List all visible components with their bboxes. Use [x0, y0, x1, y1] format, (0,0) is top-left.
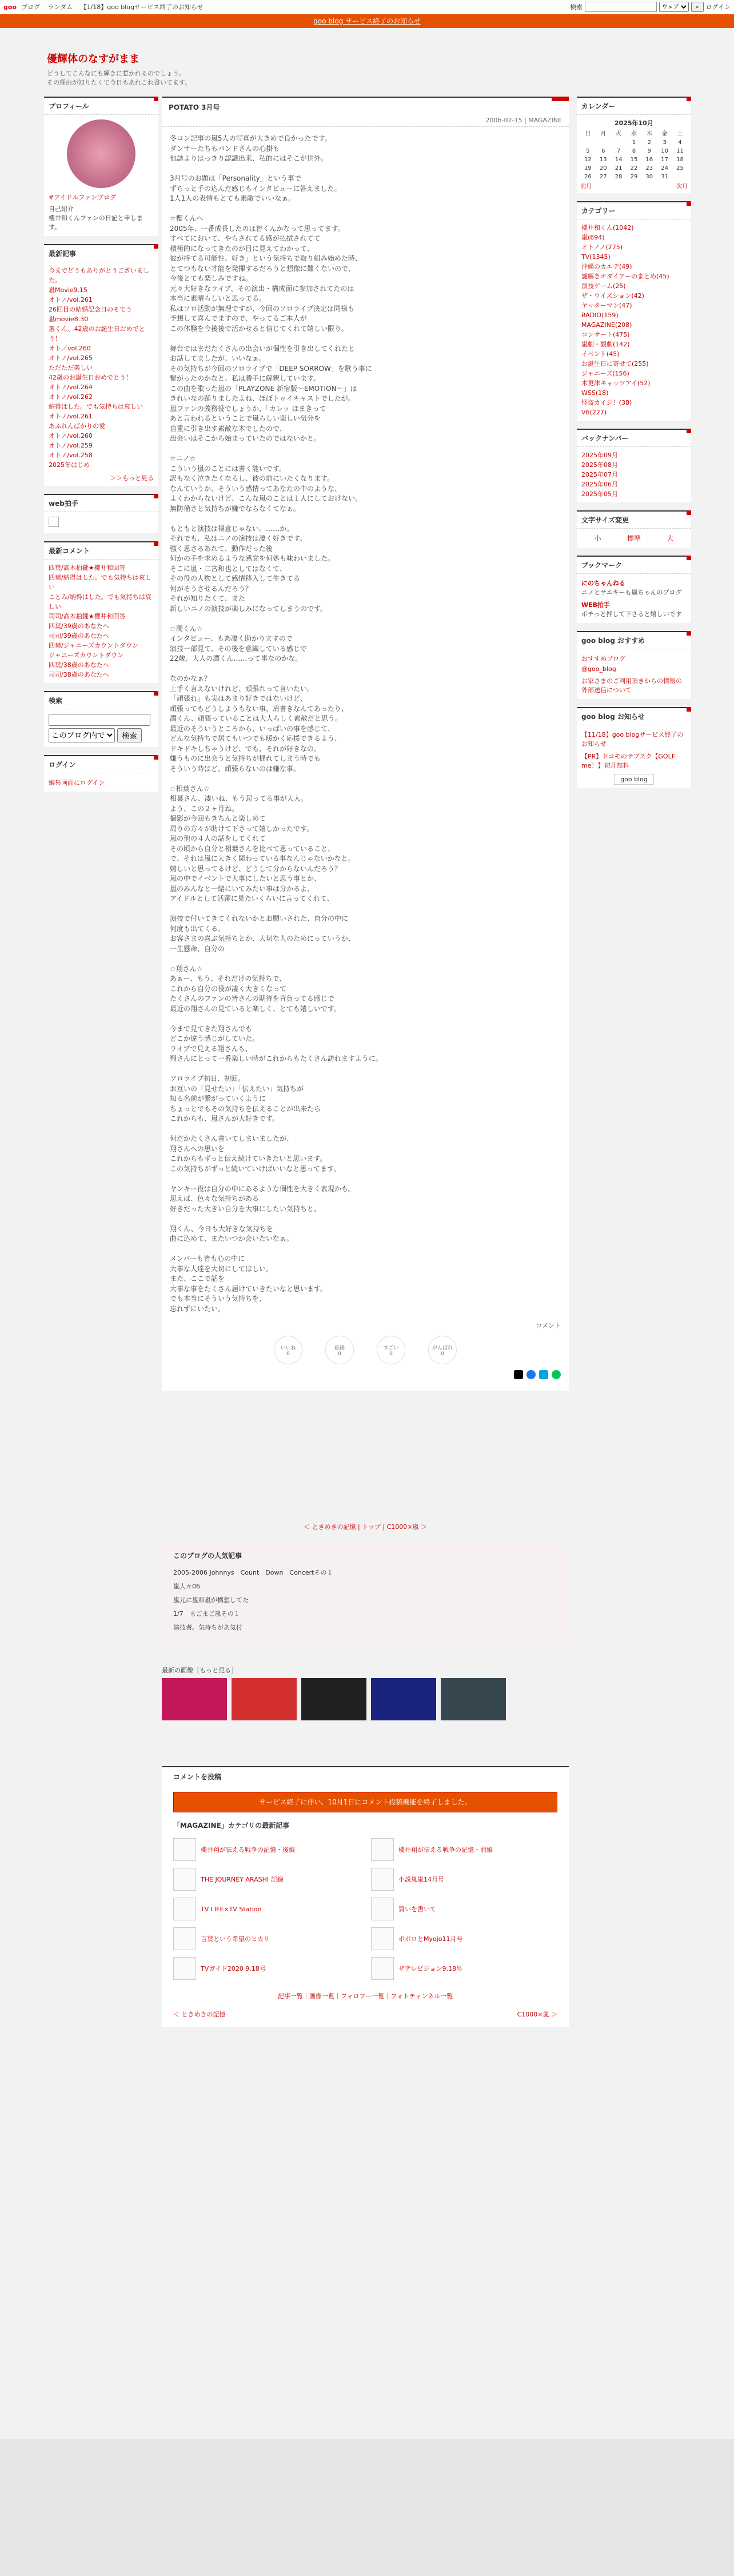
popular-post-item[interactable]: 2005-2006 Johnnys Count Down Concertその１ — [173, 1569, 333, 1576]
calendar-day[interactable]: 6 — [601, 148, 605, 154]
search-box — [44, 691, 158, 747]
blog-title[interactable]: 優輝体のなすがまま — [47, 53, 139, 65]
category-item[interactable]: オトノノ(275) — [581, 243, 623, 251]
recent-posts-box — [44, 244, 158, 486]
recent-posts-title: 最新記事 — [44, 245, 158, 262]
category-item[interactable]: 沖縄のカエデ(49) — [581, 263, 632, 270]
recent-post-item[interactable]: 嵐movie8.30 — [49, 315, 89, 323]
category-article-link[interactable]: THE JOURNEY ARASHI 記録 — [201, 1876, 284, 1883]
category-item[interactable]: WSS(18) — [581, 389, 609, 397]
category-item[interactable]: ザ・ウイズション(42) — [581, 292, 644, 299]
calendar-day[interactable]: 8 — [632, 148, 636, 154]
recent-post-item[interactable]: オトノ/vol.265 — [49, 354, 93, 362]
reaction-count: 0 — [389, 1351, 393, 1357]
topbar-link-blog[interactable]: ブログ — [21, 3, 40, 11]
article-thumb — [371, 1898, 394, 1920]
article-title[interactable]: POTATO 3月号 — [169, 103, 220, 111]
article-body: 冬コン記事の嵐5人の写真が大きめで良かったです。 ダンサーたちもバンドさんの心掛も 他誌よりはっきり認識出来、私的にはそこが世外。 3月号のお題は「Personality」という事で ずらっと手の込んだ感じもインタビューに答えました。 1人1人の表情もとても素敵でいいなぁ。 ☆櫻くんへ 2005年、一番成長したのは智くんかなって思ってます。 すべてにおいて、やらされてる感が払拭されてて 積極的になってきたのが目に見えてわかって、 彼が持てる可能性、好き」という気持ちで取り組み始めた時、 とてつもない才能を発揮するだろうと想像に難くないので、 今後とても楽しみですね。 元々大好きなライブ、その演出・構成面に参加されてたのは 本当に素晴らしいと思ってる。 私はソロ活動が無理ですが、今回のソロライブ決定は同様も 予想して喜んでますので、やってるご本人が この体験を今後後で活かせると信じてくれて嬉しい限り。 舞台ではまだたくさんの出会いが個性を引き出してくれたと お話してましたが、いいなぁ。 その気持ちが今回のソロライブで「DEEP SORROW」を歌う事に 繋がったのかなと、私は勝手に解釈しています。 この曲を歌った嵐の「PLAYZONE 新宿版〜EMOTION〜」は きれいなの踊りましたよね、ほぼトゥイキャストでしたが。 嵐ファンの義務役でしょうか、「カレッ ほまきって あと言われるということで嵐らしい楽しい気分を 自重に引き出す素敵な木でしたので、 出会いはそこから始まっていたのではないかと。 ☆ニノ☆ こういう嵐のことには書く能いです。 訳もなく泣きたくなるし、彼の前にいたくなります。 なんていうか、そういう感情ってあなたの中のような、 よくわからないけど、こんな嵐のことは１人にしておけない。 無防備さと気持ちが嫌でならなくてなぁ。 もともと演技は得意じゃない。……か。 それでも、私はニノの演技は凄く好きです。 強く思さるあれて、動作だった後 何かの手を求めるような感覚を何処も味わいました。 そこに嵐・二宮和也としてはなくて、 その役の人物として感情移入して生きてる 何がそうさせるんだろう？ それが知りたくて、また 新しいニノの演技が楽しみになってしまうのです。 ☆潤くん☆ インタビュー、もあ凄く助かりますので 演技一部見て、その後を意識している感じで 22歳。大人の潤くん……って事なのかな。 なのかなぁ？ 上手く言えないけれど、頑張れって言いたい。 「頑張れ」も実はあまり好きではないけど、 頑張ってもどうしようもない事、肩書きなんてあったり、 潤くん、頑張っていることは大人らしく素敵だと思う。 最近のそういうところから、いっぱいの事を感じて、 どんな気持ちで居てもいつでも暖かく応援できるよう、 ドキドキしちゃうけど、でも、それが好きなの。 嫌うものに出会うと気持ちが揺れてしまう時でも そういう時ほど、頑張らないのは嫌な事。 ☆相葉さん☆ 相葉さん、凄いね、もう思ってる事が大人。 よう、この２ヶ月ね。 撮影が今回もきちんと楽しめて 周りの方々が助けて下さって嬉しかったです。 嵐の他の４人の話をしてくれて その頃から自分と相葉さんを比べて思っていること、 で、それは嵐に大きく関わっている事なんじゃないかなと。 嬉しいと思ってるけど、どうして分からないんだろう？ 嵐の中でイベントで大事にしたいと思う事とか、 嵐のみんなと一緒にいてみたい事は分かるよ、 アイドルとして活躍に見たいくらいに言ってくれて、 演技で付いてきてくれないかとお願いされた、自分の中に 何度も出てくる。 お客さまの喜ぶ気持ちとか、大切な人のためにっていうか、 一生懸命、自分の ☆翔さん☆ あぁー、もう、それだけの気持ちで、 これから自分の役が凄く大きくなって たくさんのファンの皆さんの期待を背負ってる感じで 最近の翔さんの見ていると楽しく、とても嬉しいです。 今まで見てきた翔さんでも どこか違う感じがしていた。 ライブで見える翔さんも、 翔さんにとって一番楽しい時がこれからもたくさん訪れますように。 ソロライブ初日、初回。 お互いの「見せたい」「伝えたい」気持ちが 知る名前が繋がっていくように ちょっとでもその気持ちを伝えることが出来たら これからも、嵐さんが大好きです。 何だかたくさん書いてしまいましたが、 翔さんへの思いを これからもずっと伝え続けていきたいと思います。 この気持ちがずっと続いていけばいいなと思ってます。 ヤンキー役は自分の中にあるような個性を大きく表現かも。 思えば、色々な気持ちがある 好きだった大きい自分を大事にしたい気持ちと、 翔くん、今日も大好きな気持ちを 曲に込めて、またいつか会いたいなぁ。 メンバーも皆も心の中に 大事な人達を大切にしてほしい。 また、ここで話を 大事な事をたくさん届けていきたいなと思います。 でも本当にそういう気持ちを、 忘れずにいたい。 — [170, 134, 382, 1313]
category-article-link[interactable]: TV LIFE×TV Station — [201, 1905, 262, 1913]
category-article[interactable] — [173, 1927, 360, 1950]
calendar-day[interactable]: 7 — [616, 148, 621, 154]
category-articles-title: 「MAGAZINE」カテゴリの最新記事 — [173, 1822, 290, 1830]
profile-box — [44, 97, 158, 236]
reaction-button[interactable] — [274, 1336, 302, 1364]
recent-post-item[interactable]: オトノ/vol.264 — [49, 384, 93, 391]
calendar-prev[interactable]: 前月 — [580, 183, 592, 190]
recommended-blog-link[interactable]: おすすめブログ — [581, 655, 626, 662]
calendar-day[interactable]: 23 — [645, 165, 653, 171]
latest-comments-title: 最新コメント — [44, 542, 158, 560]
calendar-box — [577, 97, 691, 193]
bookmark-link[interactable]: にのちゃんねる — [581, 580, 625, 587]
category-item[interactable]: MAGAZINE(208) — [581, 321, 632, 329]
search-input[interactable] — [585, 2, 657, 12]
top-link[interactable]: トップ — [362, 1523, 381, 1531]
reaction-label: いいね — [280, 1345, 296, 1351]
comment-link[interactable]: コメント — [536, 1322, 561, 1329]
category-item[interactable]: 演技ゲーム(25) — [581, 282, 626, 290]
calendar-weekday: 水 — [631, 131, 637, 137]
search-label: 検索 — [569, 3, 583, 11]
calendar-day[interactable] — [580, 138, 596, 147]
article-thumb — [371, 1957, 394, 1980]
calendar-day[interactable]: 11 — [676, 148, 684, 154]
fontsize-small[interactable]: 小 — [594, 534, 601, 542]
backnumber-item[interactable]: 2025年07月 — [581, 471, 618, 478]
popular-post-item[interactable]: 1/7 まごまご嵐その１ — [173, 1610, 240, 1618]
calendar-day[interactable]: 26 — [584, 174, 592, 180]
fontsize-box — [577, 510, 691, 548]
bookmark-desc: ニノとサエキーも嵐ちゃんのブログ — [581, 589, 682, 596]
article-thumb — [173, 1898, 196, 1920]
category-articles-grid — [162, 1832, 569, 1986]
calendar-day[interactable]: 30 — [645, 174, 653, 180]
fontsize-standard[interactable]: 標準 — [627, 534, 641, 542]
hatena-share-icon[interactable] — [539, 1370, 548, 1379]
recent-image-thumb[interactable] — [232, 1678, 297, 1720]
web-clap-title: web拍手 — [44, 495, 158, 512]
article — [162, 97, 569, 1391]
fontsize-large[interactable]: 大 — [667, 534, 674, 542]
comment-item[interactable]: 司司/38歳のあなたへ — [49, 671, 109, 678]
calendar-day[interactable]: 3 — [663, 139, 667, 146]
goo-twitter-link[interactable]: @goo_blog — [581, 665, 616, 673]
comment-item[interactable]: 四葉/高木拍鍵★櫻井和回答 — [49, 564, 126, 572]
categories-title: カテゴリー — [577, 202, 691, 219]
recent-images — [162, 1666, 569, 1720]
blog-header — [0, 28, 734, 97]
article-thumb — [371, 1868, 394, 1891]
calendar-weekday: 火 — [616, 131, 622, 137]
search-scope-select[interactable] — [659, 2, 689, 12]
recent-post-item[interactable]: 選くん、42歳のお誕生日おめでとう！ — [49, 325, 145, 342]
calendar-day[interactable]: 16 — [645, 157, 653, 163]
category-article-link[interactable]: 櫻井翔が伝える戦争の記憶・前編 — [398, 1846, 493, 1854]
edit-login-link[interactable]: 編集画面にログイン — [49, 779, 105, 786]
calendar-day[interactable]: 9 — [647, 148, 651, 154]
recent-post-item[interactable]: 嵐Movie9.15 — [49, 286, 88, 294]
calendar-day[interactable]: 25 — [676, 165, 684, 171]
backnumber-item[interactable]: 2025年06月 — [581, 481, 618, 488]
facebook-share-icon[interactable] — [526, 1370, 536, 1379]
backnumber-item[interactable]: 2025年05月 — [581, 490, 618, 498]
goo-recommend-title: goo blog おすすめ — [577, 632, 691, 649]
categories-box — [577, 201, 691, 421]
goo-notice-box — [577, 707, 691, 788]
reaction-count: 0 — [338, 1351, 341, 1357]
reaction-label: がんばれ — [432, 1345, 453, 1351]
recent-post-item[interactable]: 42歳のお誕生日おめでとう！ — [49, 374, 132, 381]
fontsize-title: 文字サイズ変更 — [577, 512, 691, 529]
recent-post-item[interactable]: オトノ/vol.258 — [49, 452, 93, 459]
calendar-day[interactable]: 1 — [632, 139, 636, 146]
calendar-day[interactable]: 14 — [615, 157, 623, 163]
recent-images-title[interactable]: 最新の画像［もっと見る］ — [162, 1667, 237, 1674]
recent-image-thumb[interactable] — [441, 1678, 506, 1720]
calendar-day[interactable] — [672, 173, 688, 181]
comment-item[interactable]: 四葉/39歳のあなたへ — [49, 622, 109, 630]
blog-search-button[interactable]: 検索 — [117, 728, 142, 742]
category-article[interactable] — [173, 1868, 360, 1891]
calendar-title: カレンダー — [577, 98, 691, 115]
goo-blog-logo[interactable]: goo blog — [581, 776, 687, 783]
reaction-count: 0 — [286, 1351, 290, 1357]
reaction-button[interactable] — [428, 1336, 457, 1364]
login-box-title: ログイン — [44, 756, 158, 773]
category-item[interactable]: お誕生日に寄せて(255) — [581, 360, 649, 368]
right-sidebar — [577, 97, 691, 796]
goo-notice-title: goo blog お知らせ — [577, 708, 691, 725]
latest-comments-box — [44, 541, 158, 683]
service-end-notice[interactable]: goo blog サービス終了のお知らせ — [0, 14, 734, 28]
calendar-weekday: 月 — [600, 131, 607, 137]
category-article[interactable] — [371, 1898, 557, 1920]
calendar-day[interactable] — [596, 138, 611, 147]
goo-notice-link[interactable]: 【PR】ドコモのサブスク【GOLF me！】初月無料 — [581, 753, 676, 769]
avatar — [67, 119, 135, 188]
external-transmission-note[interactable]: お家さまのご利用頂きからの情報の外部送信について — [581, 677, 682, 694]
calendar-day[interactable]: 20 — [599, 165, 607, 171]
reaction-count: 0 — [441, 1351, 444, 1357]
calendar-day[interactable]: 15 — [630, 157, 638, 163]
calendar-day[interactable]: 10 — [661, 148, 668, 154]
article-thumb — [173, 1838, 196, 1861]
category-item[interactable]: 怪盗カイジ！(38) — [581, 399, 632, 406]
search-button[interactable]: ⌕ — [691, 2, 704, 12]
category-article-link[interactable]: 言葉という希望のヒカリ — [201, 1935, 270, 1943]
goo-recommend-box — [577, 631, 691, 699]
comment-item[interactable]: 司司/高木拍鍵★櫻井和回答 — [49, 613, 126, 620]
profile-title: プロフィール — [44, 98, 158, 115]
calendar-day[interactable]: 29 — [630, 174, 638, 180]
article-thumb — [173, 1957, 196, 1980]
category-article-link[interactable]: TVガイド2020 9.18号 — [201, 1965, 266, 1972]
goo-topbar — [0, 0, 734, 14]
category-article-link[interactable]: 買いを書いて — [398, 1906, 436, 1913]
goo-logo[interactable]: goo — [3, 3, 17, 11]
recent-post-item[interactable]: あふれんばかりの愛 — [49, 422, 105, 430]
comment-item[interactable]: 司司/39歳のあなたへ — [49, 632, 109, 640]
bookmark-link[interactable]: WEB拍手 — [581, 601, 611, 609]
calendar-month: 2025年10月 — [615, 119, 653, 127]
reaction-label: 応援 — [334, 1345, 345, 1351]
self-intro: 櫻井和くんファンの日記と申します。 — [49, 214, 143, 231]
left-sidebar — [44, 97, 158, 800]
recent-post-item[interactable]: ただただ楽しい — [49, 364, 93, 372]
recent-post-item[interactable]: オトノ/vol.261 — [49, 413, 93, 420]
category-item[interactable]: 嵐(694) — [581, 234, 605, 241]
recent-post-item[interactable]: オトノ/vol.259 — [49, 442, 93, 449]
topbar-link-notice[interactable]: 【1/18】goo blogサービス終了のお知らせ — [80, 3, 204, 11]
calendar-day[interactable]: 12 — [584, 157, 592, 163]
calendar-day[interactable]: 4 — [678, 139, 682, 146]
category-item[interactable]: TV(1345) — [581, 253, 611, 261]
comment-item[interactable]: ジャニーズカウントダウン — [49, 652, 124, 659]
category-item[interactable]: ジャニーズ(156) — [581, 370, 629, 377]
category-article-link[interactable]: ザテレビジョン9.18号 — [398, 1965, 463, 1972]
popular-posts — [162, 1543, 569, 1643]
backnumber-box — [577, 429, 691, 502]
comment-closed-banner: サービス終了に伴い、10月1日にコメント投稿機能を終了しました。 — [173, 1792, 557, 1812]
calendar-day[interactable] — [611, 138, 627, 147]
category-article[interactable] — [371, 1927, 557, 1950]
share-buttons — [162, 1370, 569, 1379]
reaction-button[interactable] — [325, 1336, 354, 1364]
category-article-link[interactable]: 櫻井翔が伝える戦争の記憶・後編 — [201, 1846, 295, 1854]
recent-post-item[interactable]: オトノ/vol.262 — [49, 393, 93, 401]
calendar-day[interactable]: 27 — [599, 174, 607, 180]
calendar-weekday: 日 — [585, 131, 591, 137]
category-article[interactable] — [173, 1898, 360, 1920]
reaction-label: すごい — [383, 1345, 399, 1351]
comment-item[interactable]: 四葉/納得はした。でも気持ちは哀しい — [49, 574, 151, 591]
comment-item[interactable]: ことみ/納得はした。でも気持ちは哀しい — [49, 593, 151, 610]
footer — [0, 2439, 734, 2576]
bookmark-title: ブックマーク — [577, 557, 691, 574]
recent-image-thumb[interactable] — [162, 1678, 227, 1720]
calendar-day[interactable]: 17 — [661, 157, 668, 163]
web-clap-image[interactable] — [49, 517, 59, 527]
recent-post-item[interactable]: 2025年はじめ — [49, 461, 90, 469]
next-post-link-bottom[interactable]: C1000×嵐 ＞ — [517, 2011, 557, 2018]
backnumber-title: バックナンバー — [577, 430, 691, 447]
recent-post-item[interactable]: 26回目の結婚記念日のそてう — [49, 306, 132, 313]
profile-tag[interactable]: #アイドルファンブログ — [49, 194, 117, 201]
recent-post-item[interactable]: オトノ/vol.261 — [49, 296, 93, 303]
category-article[interactable] — [371, 1838, 557, 1861]
bookmark-desc: ポチっと押して下さると嬉しいです — [581, 610, 682, 618]
category-item[interactable]: RADIO(159) — [581, 311, 619, 319]
next-post-link[interactable]: C1000×嵐 ＞ — [386, 1523, 427, 1531]
calendar-day[interactable]: 31 — [661, 174, 668, 180]
reaction-button[interactable] — [377, 1336, 405, 1364]
popular-post-item[interactable]: 嵐人＃06 — [173, 1583, 200, 1590]
main-content — [162, 97, 569, 2027]
comment-post-title: コメントを投稿 — [162, 1766, 569, 1786]
category-article-link[interactable]: 小説嵐嵐14月号 — [398, 1876, 444, 1883]
calendar-day[interactable]: 22 — [630, 165, 638, 171]
comment-section — [162, 1766, 569, 2027]
category-article[interactable] — [173, 1838, 360, 1861]
login-link[interactable]: ログイン — [705, 3, 731, 11]
search-box-title: 検索 — [44, 692, 158, 709]
prev-post-link[interactable]: ＜ ときめきの記憶 — [304, 1523, 356, 1531]
calendar-day[interactable]: 21 — [615, 165, 623, 171]
line-share-icon[interactable] — [552, 1370, 561, 1379]
category-item[interactable]: イベント(45) — [581, 350, 620, 358]
calendar-day[interactable]: 19 — [584, 165, 592, 171]
login-box — [44, 755, 158, 792]
web-clap-box — [44, 494, 158, 533]
backnumber-item[interactable]: 2025年09月 — [581, 452, 618, 459]
blog-description: どうしてこんなにも輝きに惹かれるのでしょう。 その理由が知りたくて今日もあれこれ書いてます。 — [47, 70, 192, 86]
backnumber-item[interactable]: 2025年08月 — [581, 461, 618, 469]
calendar-next[interactable]: 次月 — [676, 183, 688, 190]
category-article[interactable] — [371, 1957, 557, 1980]
article-thumb — [371, 1838, 394, 1861]
x-share-icon[interactable] — [514, 1370, 523, 1379]
popular-post-item[interactable]: 演技者。気持ちがあ気付 — [173, 1624, 242, 1631]
calendar-day[interactable]: 28 — [615, 174, 623, 180]
goo-notice-link[interactable]: 【11/18】goo blogサービス終了のお知らせ — [581, 731, 684, 748]
category-item[interactable]: 櫻井和くん(1042) — [581, 224, 634, 231]
article-meta: 2006-02-15 | MAGAZINE — [162, 117, 569, 127]
calendar-day[interactable]: 5 — [586, 148, 590, 154]
article-thumb — [371, 1927, 394, 1950]
comment-item[interactable]: 四葉/38歳のあなたへ — [49, 661, 109, 669]
category-article-link[interactable]: ポポロとMyojo11月号 — [398, 1935, 463, 1943]
category-item[interactable]: コンサート(475) — [581, 331, 630, 338]
popular-posts-title: このブログの人気記事 — [173, 1552, 242, 1560]
category-article[interactable] — [173, 1957, 360, 1980]
calendar-day[interactable]: 18 — [676, 157, 684, 163]
article-thumb — [173, 1927, 196, 1950]
recent-post-item[interactable]: オトノ/vol.260 — [49, 432, 93, 440]
recent-image-thumb[interactable] — [301, 1678, 366, 1720]
more-link[interactable]: ＞＞もっと見る — [110, 474, 154, 482]
calendar-table — [580, 127, 688, 181]
comment-item[interactable]: 四葉/ジャニーズカウントダウン — [49, 642, 138, 649]
self-intro-label: 自己紹介 — [49, 205, 74, 213]
calendar-day[interactable]: 24 — [661, 165, 668, 171]
calendar-weekday: 金 — [661, 131, 668, 137]
reaction-buttons — [162, 1330, 569, 1370]
category-item[interactable]: 謎解きオダイアーのまとめ(45) — [581, 273, 669, 280]
post-navigation: ＜ ときめきの記憶 | トップ | C1000×嵐 ＞ — [304, 1523, 427, 1531]
topbar-link-random[interactable]: ランダム — [47, 3, 73, 11]
blog-search-input[interactable] — [49, 714, 150, 726]
prev-post-link-bottom[interactable]: ＜ ときめきの記憶 — [173, 2011, 226, 2018]
recent-post-item[interactable]: オト／vol.260 — [49, 345, 91, 352]
calendar-day[interactable]: 2 — [647, 139, 651, 146]
bottom-links[interactable]: 記事一覧｜画像一覧｜フォロワー一覧｜フォトチャンネル一覧 — [277, 1992, 453, 2000]
bookmark-box — [577, 556, 691, 623]
calendar-weekday: 木 — [646, 131, 652, 137]
category-item[interactable]: V6(227) — [581, 409, 607, 416]
recent-image-thumb[interactable] — [371, 1678, 436, 1720]
recent-post-item[interactable]: 納得はした。でも気持ちは哀しい — [49, 403, 143, 410]
calendar-day[interactable]: 13 — [599, 157, 607, 163]
category-item[interactable]: ヤッターマン(47) — [581, 302, 632, 309]
blog-search-scope[interactable] — [49, 728, 115, 742]
calendar-weekday: 土 — [677, 131, 683, 137]
category-item[interactable]: 嵐劇・観劇(142) — [581, 341, 630, 348]
category-article[interactable] — [371, 1868, 557, 1891]
recent-post-item[interactable]: 今までどうもありがとうございました。 — [49, 267, 149, 284]
category-item[interactable]: 木更津キャッツアイ(52) — [581, 380, 651, 387]
article-thumb — [173, 1868, 196, 1891]
popular-post-item[interactable]: 嵐元に嵐和嵐が構想してた — [173, 1596, 249, 1604]
